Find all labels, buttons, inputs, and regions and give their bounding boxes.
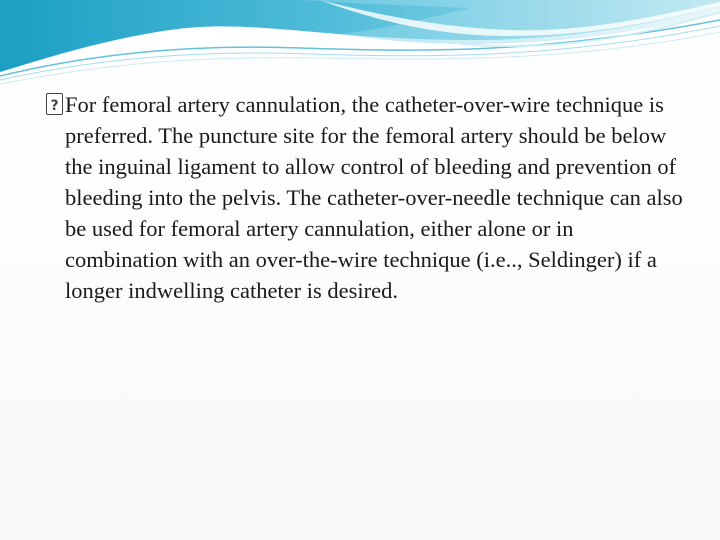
header-wave-decoration bbox=[0, 0, 720, 90]
slide-content bbox=[46, 89, 686, 306]
bullet-text: For femoral artery cannulation, the catheter-over-wire technique is preferred. The puncture site for the femoral artery should be below the inguinal ligament to allow control of bleeding and prevention of bleeding into the pelvis. The catheter-over-needle technique can also be used for femoral artery cannulation, either alone or in combination with an over-the-wire technique (i.e.., Seldinger) if a longer indwelling catheter is desired. bbox=[65, 92, 683, 303]
unknown-glyph-box-icon bbox=[46, 93, 63, 115]
bullet-item bbox=[46, 89, 686, 306]
